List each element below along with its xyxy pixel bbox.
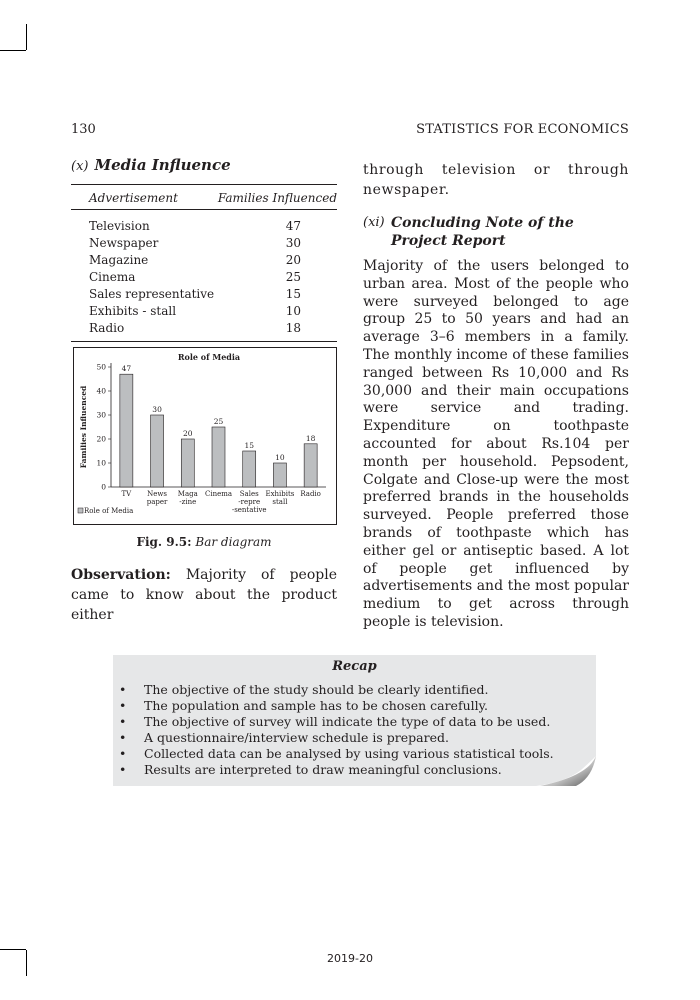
right-column [363, 160, 629, 632]
crop-mark-top-left-h [0, 50, 26, 51]
page-footer-year: 2019-20 [327, 952, 373, 965]
table-cell-count: 18 [216, 320, 337, 342]
bullet: • [119, 730, 127, 745]
table-header-row [71, 185, 337, 210]
x-tick-label: stall [272, 498, 288, 506]
crop-mark-top-left-v [26, 24, 27, 50]
bar [181, 439, 194, 487]
bar-data-label: 18 [305, 433, 316, 443]
bar [304, 444, 317, 487]
y-tick-label: 10 [96, 458, 106, 468]
table-cell-count: 10 [285, 304, 301, 318]
table-cell-count: 25 [285, 270, 301, 284]
recap-item-text: A questionnaire/interview schedule is prepared. [144, 730, 449, 745]
concluding-note-body: Majority of the users belonged to urban area. Most of the people who were surveyed belonged to age group 25 to 50 years and had an average 3–6 members in a family. The monthly income of these families ranged between Rs 10,000 and Rs 30,000 and their main occupations were service and trading. Expenditure on toothpaste accounted for about Rs.104 per month per household. Pepsodent, Colgate and Close-up were the most preferred brands in the households surveyed. People preferred those brands of toothpaste which has either gel or antiseptic based. A lot of people get influenced by advertisements and the most popular medium to get across through people is television. [363, 258, 629, 630]
bullet: • [119, 698, 127, 713]
bar-data-label: 30 [152, 405, 162, 414]
media-influence-table [71, 184, 337, 342]
recap-item [119, 682, 596, 698]
section-heading-media-influence [71, 156, 337, 174]
bar-data-label: 10 [275, 453, 285, 462]
x-tick-label: Exhibits [265, 490, 295, 498]
bar [120, 374, 133, 487]
recap-item [119, 714, 596, 730]
x-tick-label: TV [121, 490, 132, 498]
role-of-media-bar-chart [74, 348, 336, 524]
table-cell-count: 30 [285, 236, 301, 250]
x-tick-label: -repre [238, 498, 261, 506]
bar [212, 427, 225, 487]
table-cell-media: Sales representative [89, 287, 215, 301]
recap-title: Recap [332, 659, 377, 674]
section-title: Media Influence [94, 156, 231, 174]
column-header-advertisement: Advertisement [71, 185, 216, 210]
running-header: STATISTICS FOR ECONOMICS [416, 122, 629, 137]
section-heading-concluding-note [363, 214, 629, 250]
x-tick-label: News [147, 490, 168, 498]
page-number: 130 [71, 122, 96, 137]
observation-paragraph [71, 565, 337, 625]
x-tick-label: -sentative [231, 506, 267, 514]
observation-text: Majority of people came to know about the product either [71, 567, 337, 623]
table-row [71, 286, 337, 303]
x-tick-label: paper [146, 498, 168, 506]
recap-item-text: Results are interpreted to draw meaningful conclusions. [144, 762, 502, 777]
chart-title: Role of Media [177, 352, 241, 362]
table-row [71, 320, 337, 342]
recap-item-text: Collected data can be analysed by using various statistical tools. [144, 746, 554, 761]
recap-box [113, 655, 596, 786]
observation-continued: through television or through newspaper. [363, 162, 629, 198]
section-title: Concluding Note of the Project Report [391, 215, 574, 249]
table-cell-media: Television [89, 219, 150, 233]
table-row [71, 303, 337, 320]
recap-item [119, 698, 596, 714]
y-tick-label: 50 [96, 362, 106, 372]
bar [243, 451, 256, 487]
figure-caption [71, 535, 337, 549]
left-column [71, 156, 337, 342]
bullet: • [119, 682, 127, 697]
recap-item [119, 762, 596, 778]
bar-data-label: 15 [244, 441, 254, 450]
recap-item-text: The objective of survey will indicate the type of data to be used. [144, 714, 551, 729]
figure-label: Fig. 9.5: [136, 535, 192, 549]
table-row [71, 210, 337, 236]
legend-label: Role of Media [84, 507, 134, 515]
section-number: (xi) [363, 215, 385, 230]
x-tick-label: Cinema [204, 490, 233, 498]
table-row [71, 252, 337, 269]
recap-item-text: The population and sample has to be chosen carefully. [144, 698, 489, 713]
bar [273, 463, 286, 487]
y-tick-label: 30 [96, 410, 106, 420]
figure-text: Bar diagram [195, 535, 272, 549]
table-row [71, 269, 337, 286]
y-axis-label: Families Influenced [79, 385, 88, 469]
observation-label: Observation: [71, 567, 171, 583]
bullet: • [119, 762, 127, 777]
table-cell-media: Cinema [89, 270, 136, 284]
table-cell-media: Radio [71, 320, 216, 342]
table-cell-media: Newspaper [89, 236, 159, 250]
bullet: • [119, 714, 127, 729]
legend-swatch [78, 508, 83, 513]
x-tick-label: Maga [177, 490, 198, 498]
table-cell-count: 20 [285, 253, 301, 267]
recap-item [119, 730, 596, 746]
recap-item [119, 746, 596, 762]
x-tick-label: Sales [239, 490, 259, 498]
y-tick-label: 0 [101, 482, 106, 492]
recap-list [113, 682, 596, 778]
table-cell-count: 15 [285, 287, 301, 301]
bullet: • [119, 746, 127, 761]
column-header-families: Families Influenced [216, 185, 337, 210]
x-tick-label: Radio [300, 490, 321, 498]
table-cell-count: 47 [285, 219, 301, 233]
bar-chart-frame [73, 347, 337, 525]
bar [151, 415, 164, 487]
crop-mark-bottom-left-h [0, 949, 26, 950]
y-tick-label: 20 [96, 434, 106, 444]
table-cell-media: Exhibits - stall [89, 304, 177, 318]
table-cell-media: Magazine [89, 253, 149, 267]
page-curl-decoration [536, 756, 596, 786]
x-tick-label: -zine [179, 498, 197, 506]
y-tick-label: 40 [96, 386, 106, 396]
bar-data-label: 25 [213, 417, 224, 426]
bar-data-label: 47 [121, 364, 132, 374]
bar-data-label: 20 [183, 429, 193, 438]
table-row [71, 235, 337, 252]
section-number: (x) [71, 159, 89, 174]
recap-item-text: The objective of the study should be clearly identified. [144, 682, 489, 697]
